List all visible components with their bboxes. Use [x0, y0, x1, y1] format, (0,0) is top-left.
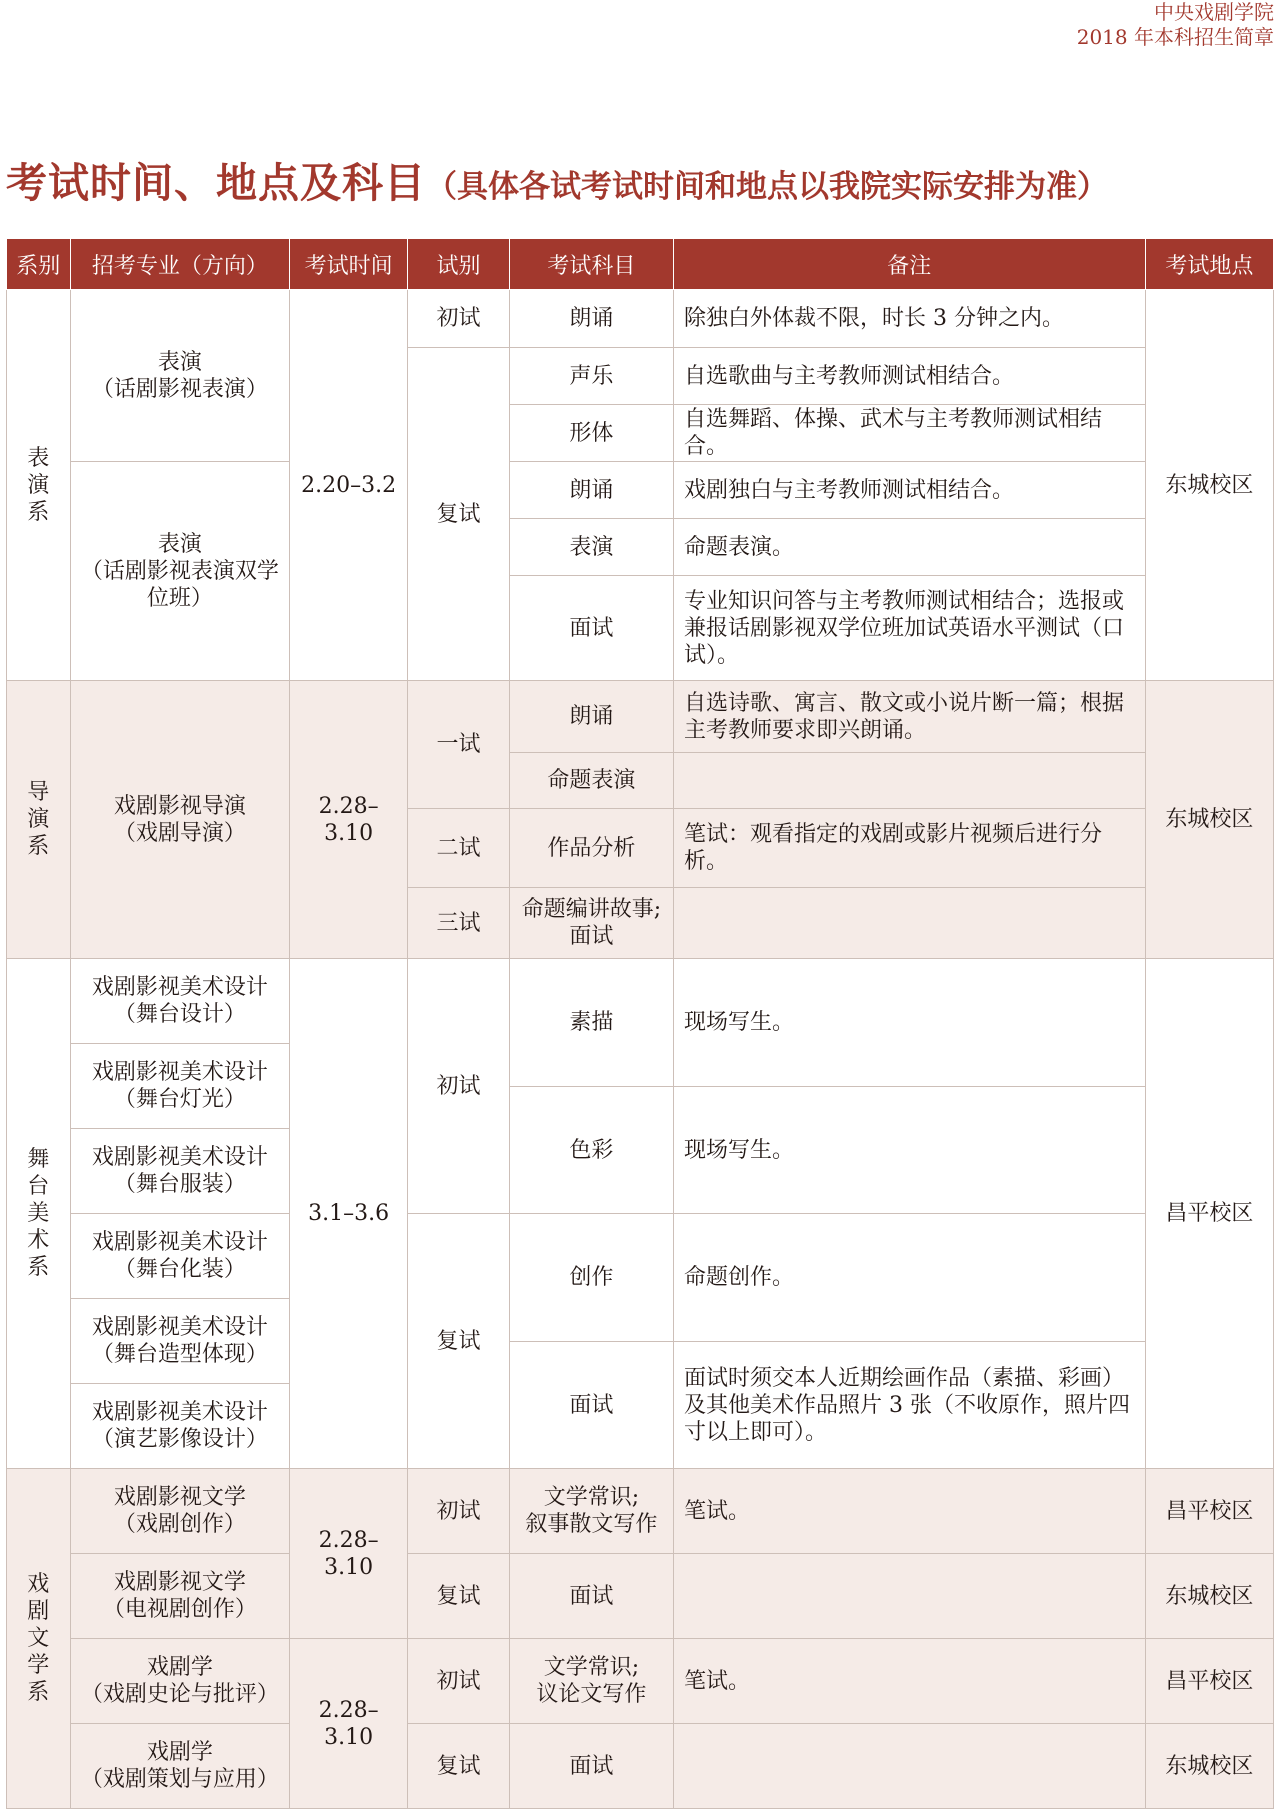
- time-cell: 2.28–3.10: [290, 681, 408, 959]
- subject-cell: 朗诵: [509, 462, 673, 519]
- subject-cell: 命题编讲故事; 面试: [509, 888, 673, 959]
- location-cell: 东城校区: [1145, 681, 1273, 959]
- round-cell: 初试: [408, 1469, 510, 1554]
- major-cell: 戏剧影视导演 （戏剧导演）: [70, 681, 290, 959]
- major-cell: 戏剧影视美术设计 （舞台设计）: [70, 959, 290, 1044]
- section-stage: [7, 959, 1274, 1469]
- note-cell: 笔试。: [673, 1639, 1145, 1724]
- major-cell: 戏剧学 （戏剧史论与批评）: [70, 1639, 290, 1724]
- subject-cell: 命题表演: [509, 753, 673, 809]
- subject-cell: 朗诵: [509, 290, 673, 348]
- table-row: [7, 1639, 1274, 1724]
- round-cell: 复试: [408, 1554, 510, 1639]
- location-cell: 东城校区: [1145, 290, 1273, 681]
- location-cell: 东城校区: [1145, 1554, 1273, 1639]
- round-cell: 初试: [408, 1639, 510, 1724]
- subject-cell: 面试: [509, 1554, 673, 1639]
- major-cell: 戏剧影视美术设计 （舞台灯光）: [70, 1044, 290, 1129]
- note-cell: 除独白外体裁不限，时长 3 分钟之内。: [673, 290, 1145, 348]
- table-row: [7, 959, 1274, 1002]
- note-cell: 自选歌曲与主考教师测试相结合。: [673, 348, 1145, 405]
- subject-cell: 面试: [509, 1724, 673, 1809]
- time-cell: 2.28–3.10: [290, 1469, 408, 1639]
- major-cell: 戏剧影视美术设计 （舞台服装）: [70, 1129, 290, 1214]
- major-cell: 表演 （话剧影视表演）: [70, 290, 290, 462]
- location-cell: 昌平校区: [1145, 1469, 1273, 1554]
- note-cell: 面试时须交本人近期绘画作品（素描、彩画）及其他美术作品照片 3 张（不收原作，照片四寸以上即可）。: [673, 1342, 1145, 1469]
- table-row: [7, 1724, 1274, 1809]
- round-cell: 初试: [408, 959, 510, 1214]
- subject-cell: 面试: [509, 1342, 673, 1469]
- location-cell: 昌平校区: [1145, 1639, 1273, 1724]
- dept-cell-stage: 舞 台 美 术 系: [7, 959, 71, 1469]
- table-row: [7, 1469, 1274, 1554]
- note-cell: 命题表演。: [673, 519, 1145, 576]
- subject-cell: 面试: [509, 576, 673, 681]
- round-cell: 二试: [408, 809, 510, 888]
- subject-cell: 作品分析: [509, 809, 673, 888]
- note-cell: 专业知识问答与主考教师测试相结合；选报或兼报话剧影视双学位班加试英语水平测试（口试）。: [673, 576, 1145, 681]
- section-directing: [7, 681, 1274, 959]
- school-name: 中央戏剧学院: [1154, 0, 1274, 24]
- col-header-major: 招考专业（方向）: [70, 239, 290, 290]
- table-row: [7, 290, 1274, 348]
- note-cell: 现场写生。: [673, 1087, 1145, 1214]
- subject-cell: 表演: [509, 519, 673, 576]
- section-acting: [7, 290, 1274, 681]
- table-row: [7, 1554, 1274, 1639]
- subject-cell: 创作: [509, 1214, 673, 1342]
- time-cell: 3.1–3.6: [290, 959, 408, 1469]
- note-cell: [673, 1554, 1145, 1639]
- note-cell: 笔试：观看指定的戏剧或影片视频后进行分析。: [673, 809, 1145, 888]
- header-row: [7, 239, 1274, 290]
- major-cell: 戏剧影视美术设计 （舞台化装）: [70, 1214, 290, 1299]
- subject-cell: 素描: [509, 959, 673, 1087]
- col-header-subject: 考试科目: [509, 239, 673, 290]
- major-cell: 戏剧影视美术设计 （舞台造型体现）: [70, 1299, 290, 1384]
- major-cell: 戏剧学 （戏剧策划与应用）: [70, 1724, 290, 1809]
- subject-cell: 朗诵: [509, 681, 673, 753]
- note-cell: [673, 888, 1145, 959]
- note-cell: 现场写生。: [673, 959, 1145, 1087]
- note-cell: [673, 753, 1145, 809]
- major-cell: 戏剧影视文学 （戏剧创作）: [70, 1469, 290, 1554]
- brochure-title: 2018 年本科招生简章: [1076, 25, 1274, 49]
- subject-cell: 声乐: [509, 348, 673, 405]
- header-right: [1077, 0, 1274, 50]
- page-title: [6, 150, 1108, 209]
- round-cell: 复试: [408, 348, 510, 681]
- subject-cell: 文学常识; 议论文写作: [509, 1639, 673, 1724]
- round-cell: 复试: [408, 1214, 510, 1469]
- round-cell: 复试: [408, 1724, 510, 1809]
- major-cell: 表演 （话剧影视表演双学 位班）: [70, 462, 290, 681]
- subject-cell: 文学常识; 叙事散文写作: [509, 1469, 673, 1554]
- table-row: [7, 462, 1274, 519]
- time-cell: 2.20–3.2: [290, 290, 408, 681]
- subject-cell: 色彩: [509, 1087, 673, 1214]
- round-cell: 三试: [408, 888, 510, 959]
- table-row: [7, 1214, 1274, 1257]
- dept-cell-acting: 表 演 系: [7, 290, 71, 681]
- col-header-time: 考试时间: [290, 239, 408, 290]
- col-header-location: 考试地点: [1145, 239, 1273, 290]
- table-row: [7, 681, 1274, 753]
- col-header-note: 备注: [673, 239, 1145, 290]
- dept-cell-directing: 导 演 系: [7, 681, 71, 959]
- note-cell: [673, 1724, 1145, 1809]
- exam-schedule-table: [6, 238, 1274, 1809]
- note-cell: 自选诗歌、寓言、散文或小说片断一篇；根据主考教师要求即兴朗诵。: [673, 681, 1145, 753]
- note-cell: 笔试。: [673, 1469, 1145, 1554]
- note-cell: 自选舞蹈、体操、武术与主考教师测试相结合。: [673, 405, 1145, 462]
- major-cell: 戏剧影视文学 （电视剧创作）: [70, 1554, 290, 1639]
- subject-cell: 形体: [509, 405, 673, 462]
- title-sub: （具体各试考试时间和地点以我院实际安排为准）: [426, 169, 1108, 205]
- note-cell: 命题创作。: [673, 1214, 1145, 1342]
- major-cell: 戏剧影视美术设计 （演艺影像设计）: [70, 1384, 290, 1469]
- time-cell: 2.28–3.10: [290, 1639, 408, 1809]
- col-header-dept: 系别: [7, 239, 71, 290]
- round-cell: 初试: [408, 290, 510, 348]
- location-cell: 昌平校区: [1145, 959, 1273, 1469]
- dept-cell-literature: 戏 剧 文 学 系: [7, 1469, 71, 1809]
- title-main: 考试时间、地点及科目: [6, 159, 426, 207]
- location-cell: 东城校区: [1145, 1724, 1273, 1809]
- col-header-round: 试别: [408, 239, 510, 290]
- section-literature: [7, 1469, 1274, 1809]
- round-cell: 一试: [408, 681, 510, 809]
- note-cell: 戏剧独白与主考教师测试相结合。: [673, 462, 1145, 519]
